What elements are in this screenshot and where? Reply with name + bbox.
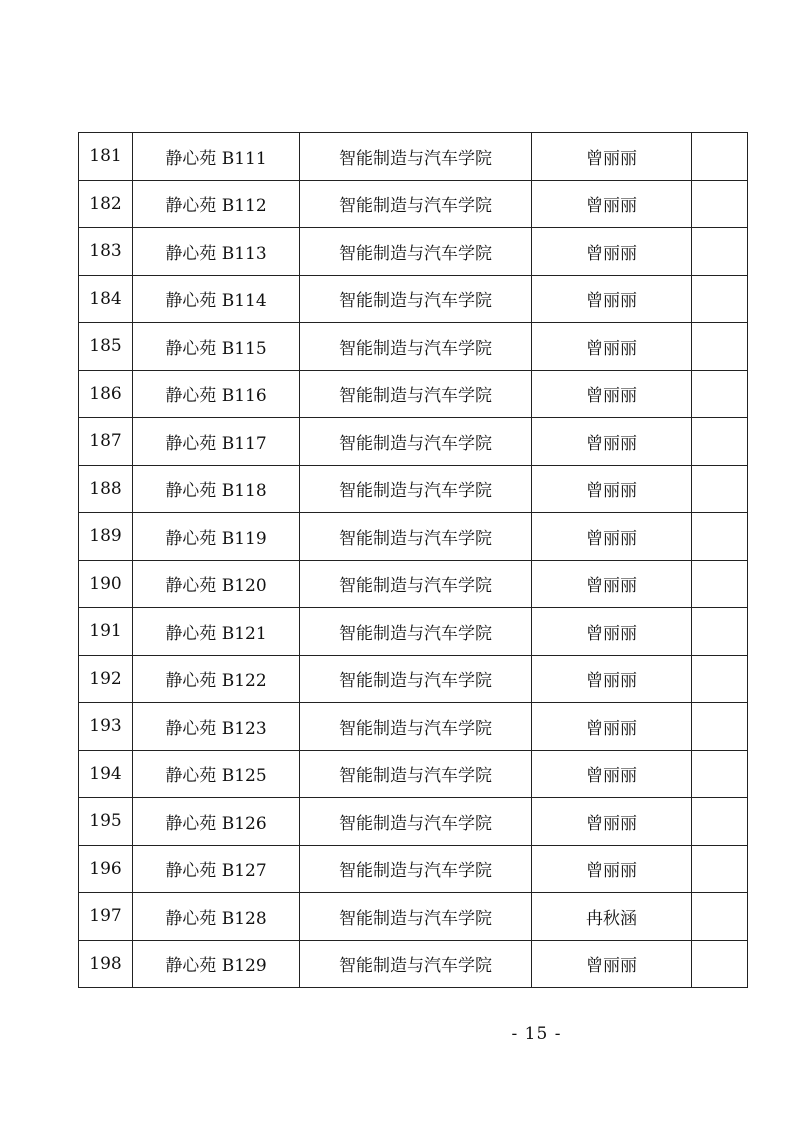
cell-room: 静心苑 B122: [133, 655, 300, 703]
cell-number: 187: [79, 418, 133, 466]
table-row: [79, 893, 748, 941]
cell-college: 智能制造与汽车学院: [300, 133, 532, 181]
cell-note: [692, 845, 748, 893]
cell-room: 静心苑 B112: [133, 180, 300, 228]
cell-person: 曾丽丽: [532, 465, 692, 513]
cell-number: 198: [79, 940, 133, 988]
cell-college: 智能制造与汽车学院: [300, 513, 532, 561]
cell-note: [692, 275, 748, 323]
cell-person: 曾丽丽: [532, 940, 692, 988]
cell-number: 192: [79, 655, 133, 703]
cell-number: 183: [79, 228, 133, 276]
cell-person: 曾丽丽: [532, 133, 692, 181]
cell-number: 181: [79, 133, 133, 181]
cell-note: [692, 418, 748, 466]
cell-person: 曾丽丽: [532, 418, 692, 466]
cell-room: 静心苑 B111: [133, 133, 300, 181]
cell-number: 191: [79, 608, 133, 656]
cell-college: 智能制造与汽车学院: [300, 180, 532, 228]
cell-person: 曾丽丽: [532, 323, 692, 371]
cell-college: 智能制造与汽车学院: [300, 798, 532, 846]
cell-note: [692, 608, 748, 656]
cell-college: 智能制造与汽车学院: [300, 845, 532, 893]
cell-person: 曾丽丽: [532, 655, 692, 703]
cell-number: 196: [79, 845, 133, 893]
table-row: [79, 560, 748, 608]
cell-college: 智能制造与汽车学院: [300, 750, 532, 798]
table-row: [79, 323, 748, 371]
cell-note: [692, 228, 748, 276]
cell-college: 智能制造与汽车学院: [300, 228, 532, 276]
cell-room: 静心苑 B114: [133, 275, 300, 323]
cell-note: [692, 180, 748, 228]
page-number: - 15 -: [511, 1024, 562, 1044]
table-row: [79, 465, 748, 513]
table-row: [79, 940, 748, 988]
cell-number: 186: [79, 370, 133, 418]
cell-room: 静心苑 B113: [133, 228, 300, 276]
cell-note: [692, 655, 748, 703]
cell-room: 静心苑 B126: [133, 798, 300, 846]
cell-person: 曾丽丽: [532, 560, 692, 608]
cell-college: 智能制造与汽车学院: [300, 893, 532, 941]
cell-college: 智能制造与汽车学院: [300, 275, 532, 323]
cell-college: 智能制造与汽车学院: [300, 465, 532, 513]
cell-room: 静心苑 B128: [133, 893, 300, 941]
cell-person: 冉秋涵: [532, 893, 692, 941]
table-row: [79, 370, 748, 418]
cell-room: 静心苑 B129: [133, 940, 300, 988]
cell-number: 193: [79, 703, 133, 751]
cell-person: 曾丽丽: [532, 370, 692, 418]
table-row: [79, 608, 748, 656]
cell-note: [692, 940, 748, 988]
cell-person: 曾丽丽: [532, 180, 692, 228]
cell-note: [692, 513, 748, 561]
cell-person: 曾丽丽: [532, 275, 692, 323]
table-row: [79, 133, 748, 181]
cell-room: 静心苑 B121: [133, 608, 300, 656]
cell-number: 194: [79, 750, 133, 798]
cell-person: 曾丽丽: [532, 608, 692, 656]
cell-note: [692, 465, 748, 513]
cell-note: [692, 560, 748, 608]
table-row: [79, 418, 748, 466]
cell-college: 智能制造与汽车学院: [300, 655, 532, 703]
cell-person: 曾丽丽: [532, 228, 692, 276]
cell-number: 185: [79, 323, 133, 371]
cell-room: 静心苑 B125: [133, 750, 300, 798]
cell-room: 静心苑 B118: [133, 465, 300, 513]
cell-number: 195: [79, 798, 133, 846]
cell-college: 智能制造与汽车学院: [300, 608, 532, 656]
cell-note: [692, 893, 748, 941]
cell-room: 静心苑 B119: [133, 513, 300, 561]
cell-room: 静心苑 B123: [133, 703, 300, 751]
cell-room: 静心苑 B127: [133, 845, 300, 893]
table-row: [79, 845, 748, 893]
cell-number: 182: [79, 180, 133, 228]
table-row: [79, 275, 748, 323]
table-row: [79, 750, 748, 798]
cell-number: 189: [79, 513, 133, 561]
table-row: [79, 180, 748, 228]
cell-person: 曾丽丽: [532, 703, 692, 751]
cell-person: 曾丽丽: [532, 513, 692, 561]
cell-person: 曾丽丽: [532, 798, 692, 846]
cell-room: 静心苑 B117: [133, 418, 300, 466]
cell-college: 智能制造与汽车学院: [300, 560, 532, 608]
cell-note: [692, 133, 748, 181]
table-body: [79, 133, 748, 988]
table-row: [79, 513, 748, 561]
cell-college: 智能制造与汽车学院: [300, 940, 532, 988]
dormitory-table: [78, 132, 748, 988]
cell-note: [692, 798, 748, 846]
cell-room: 静心苑 B116: [133, 370, 300, 418]
table-row: [79, 655, 748, 703]
table-row: [79, 798, 748, 846]
cell-number: 184: [79, 275, 133, 323]
table-row: [79, 228, 748, 276]
cell-number: 188: [79, 465, 133, 513]
cell-note: [692, 703, 748, 751]
cell-note: [692, 750, 748, 798]
cell-room: 静心苑 B120: [133, 560, 300, 608]
cell-college: 智能制造与汽车学院: [300, 703, 532, 751]
cell-note: [692, 323, 748, 371]
cell-note: [692, 370, 748, 418]
cell-number: 197: [79, 893, 133, 941]
table-row: [79, 703, 748, 751]
cell-college: 智能制造与汽车学院: [300, 323, 532, 371]
cell-room: 静心苑 B115: [133, 323, 300, 371]
cell-college: 智能制造与汽车学院: [300, 370, 532, 418]
cell-person: 曾丽丽: [532, 750, 692, 798]
cell-number: 190: [79, 560, 133, 608]
cell-person: 曾丽丽: [532, 845, 692, 893]
cell-college: 智能制造与汽车学院: [300, 418, 532, 466]
